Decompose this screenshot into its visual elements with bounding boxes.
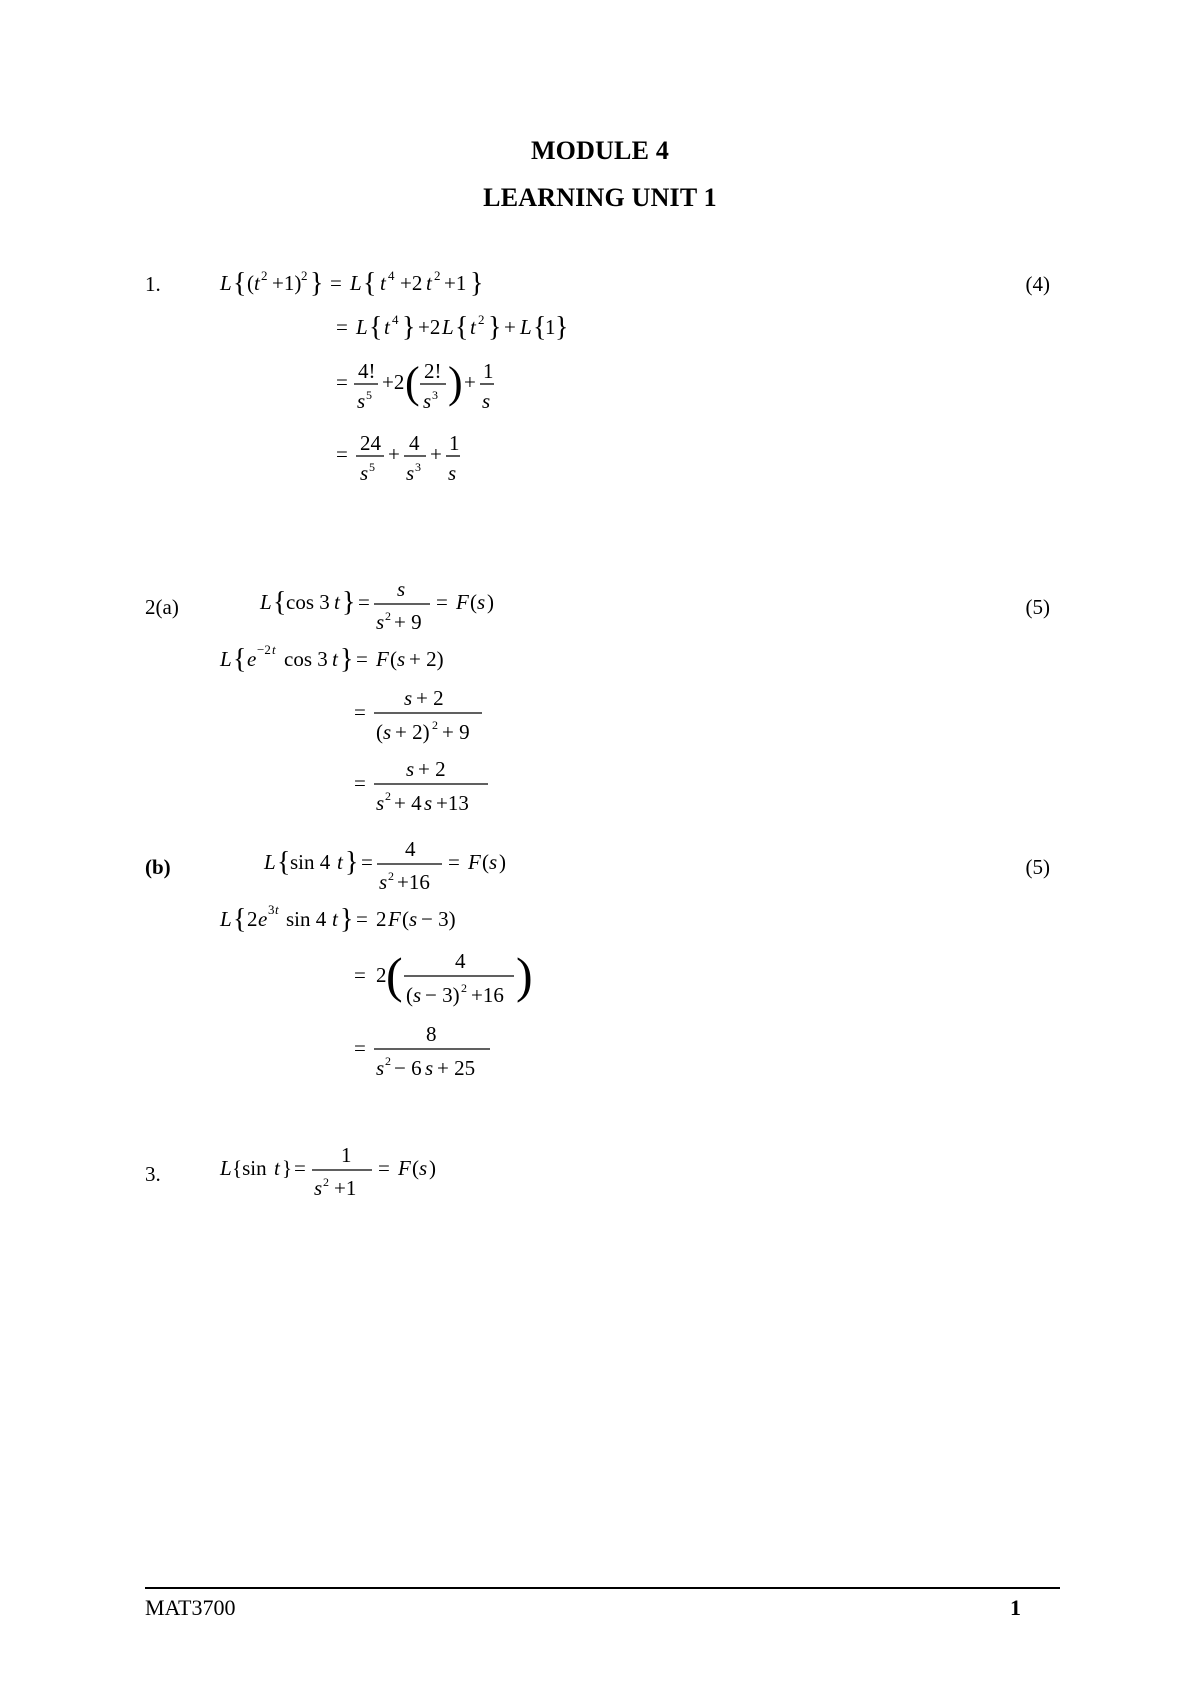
svg-text:): ) [448, 358, 463, 407]
svg-text:+ 4: + 4 [394, 791, 422, 815]
q1-line-4 [336, 424, 536, 501]
svg-text:{: { [273, 587, 287, 618]
footer-rule [145, 1587, 1060, 1589]
svg-text:24: 24 [360, 431, 381, 455]
svg-text:+ 25: + 25 [437, 1056, 476, 1080]
q2b-line-3 [354, 942, 544, 1027]
svg-text:2: 2 [434, 268, 441, 283]
svg-text:3: 3 [268, 902, 275, 917]
svg-text:L: L [356, 315, 368, 339]
svg-text:5: 5 [369, 460, 375, 474]
q3-line-1 [220, 1138, 480, 1215]
svg-text:=: = [336, 370, 348, 394]
svg-text:): ) [499, 850, 506, 874]
svg-text:3: 3 [415, 460, 421, 474]
svg-text:2!: 2! [424, 359, 442, 383]
svg-text:s: s [379, 870, 388, 894]
svg-text:+13: +13 [436, 791, 469, 815]
question-2a-mark: (5) [1025, 595, 1050, 619]
svg-text:{sin: {sin [232, 1156, 267, 1180]
svg-text:s: s [397, 577, 406, 601]
svg-text:2: 2 [247, 907, 258, 931]
svg-text:s: s [376, 610, 385, 634]
question-2a-number: 2(a) [145, 595, 179, 619]
svg-text:− 3): − 3) [421, 907, 456, 931]
q2a-line-3 [354, 682, 514, 759]
svg-text:t: t [272, 642, 276, 657]
svg-text:s: s [477, 590, 486, 614]
svg-text:sin 4: sin 4 [286, 907, 327, 931]
svg-text:s: s [448, 461, 457, 485]
svg-text:+2: +2 [400, 271, 423, 295]
svg-text:4: 4 [405, 837, 416, 861]
svg-text:=: = [448, 850, 460, 874]
svg-text:s: s [424, 791, 433, 815]
svg-text:F: F [376, 647, 389, 671]
svg-text:}: } [470, 268, 484, 299]
svg-text:s: s [404, 686, 413, 710]
svg-text:1: 1 [449, 431, 460, 455]
svg-text:}: } [345, 847, 359, 878]
svg-text:{: { [233, 644, 247, 675]
svg-text:=: = [356, 907, 368, 931]
svg-text:(: ( [482, 850, 489, 874]
svg-text:+: + [504, 315, 516, 339]
svg-text:L: L [520, 315, 532, 339]
svg-text:+2: +2 [418, 315, 441, 339]
svg-text:t: t [274, 1156, 280, 1180]
svg-text:t: t [332, 907, 338, 931]
svg-text:}: } [402, 312, 416, 343]
svg-text:s: s [376, 791, 385, 815]
svg-text:): ) [429, 1156, 436, 1180]
svg-text:−2: −2 [257, 642, 271, 657]
svg-text:s: s [482, 389, 491, 413]
svg-text:=: = [336, 442, 348, 466]
svg-text:s: s [423, 389, 432, 413]
svg-text:2: 2 [385, 1054, 391, 1068]
svg-text:=: = [354, 771, 366, 795]
svg-text:8: 8 [426, 1022, 437, 1046]
q2a-line-4 [354, 753, 514, 830]
question-2b-mark: (5) [1025, 855, 1050, 879]
footer-course-code: MAT3700 [145, 1595, 236, 1620]
svg-text:+1): +1) [272, 271, 302, 295]
svg-text:+1: +1 [334, 1176, 357, 1200]
svg-text:2: 2 [385, 609, 391, 623]
svg-text:s: s [397, 647, 406, 671]
svg-text:{: { [455, 312, 469, 343]
svg-text:2: 2 [301, 268, 308, 283]
svg-text:s: s [419, 1156, 428, 1180]
svg-text:=: = [358, 590, 370, 614]
svg-text:(: ( [247, 271, 254, 295]
svg-text:+ 2: + 2 [418, 757, 446, 781]
svg-text:}: } [340, 904, 354, 935]
svg-text:s: s [357, 389, 366, 413]
svg-text:=: = [294, 1156, 306, 1180]
svg-text:=: = [361, 850, 373, 874]
svg-text:=: = [354, 700, 366, 724]
svg-text:t: t [334, 590, 340, 614]
svg-text:(: ( [405, 358, 420, 407]
svg-text:L: L [220, 647, 232, 671]
svg-text:}: } [340, 644, 354, 675]
svg-text:}: } [555, 312, 569, 343]
svg-text:4: 4 [392, 312, 399, 327]
svg-text:4: 4 [409, 431, 420, 455]
q2b-line-4 [354, 1018, 514, 1095]
svg-text:{: { [363, 268, 377, 299]
svg-text:t: t [380, 271, 386, 295]
svg-text:=: = [336, 315, 348, 339]
q2b-line-2 [220, 898, 480, 945]
question-1-mark: (4) [1025, 272, 1050, 296]
svg-text:(: ( [376, 720, 383, 744]
q2a-line-2 [220, 638, 480, 685]
svg-text:4: 4 [455, 949, 466, 973]
svg-text:+ 2: + 2 [416, 686, 444, 710]
svg-text:=: = [354, 1036, 366, 1060]
svg-text:2: 2 [478, 312, 485, 327]
svg-text:=: = [354, 963, 366, 987]
svg-text:(: ( [470, 590, 477, 614]
svg-text:+ 2): + 2) [409, 647, 444, 671]
svg-text:(: ( [386, 947, 403, 1003]
svg-text:2: 2 [461, 981, 467, 995]
svg-text:L: L [220, 271, 232, 295]
svg-text:L: L [260, 590, 272, 614]
svg-text:{: { [233, 904, 247, 935]
svg-text:=: = [378, 1156, 390, 1180]
svg-text:+ 9: + 9 [442, 720, 470, 744]
svg-text:2: 2 [376, 907, 387, 931]
svg-text:{: { [233, 268, 247, 299]
svg-text:+ 9: + 9 [394, 610, 422, 634]
svg-text:s: s [413, 983, 422, 1007]
q1-line-2 [336, 306, 596, 353]
svg-text:L: L [350, 271, 362, 295]
svg-text:}: } [282, 1156, 293, 1180]
svg-text:): ) [487, 590, 494, 614]
svg-text:F: F [388, 907, 401, 931]
q1-line-3 [336, 352, 536, 429]
svg-text:F: F [456, 590, 469, 614]
question-3-number: 3. [145, 1162, 161, 1186]
svg-text:+: + [388, 442, 400, 466]
svg-text:s: s [406, 461, 415, 485]
svg-text:s: s [360, 461, 369, 485]
q1-line-1 [220, 262, 550, 309]
svg-text:+: + [464, 370, 476, 394]
svg-text:5: 5 [366, 388, 372, 402]
svg-text:{: { [277, 847, 291, 878]
svg-text:1: 1 [545, 315, 556, 339]
svg-text:e: e [258, 907, 268, 931]
svg-text:L: L [442, 315, 454, 339]
svg-text:sin 4: sin 4 [290, 850, 331, 874]
svg-text:s: s [314, 1176, 323, 1200]
svg-text:s: s [406, 757, 415, 781]
svg-text:− 3): − 3) [425, 983, 460, 1007]
svg-text:+ 2): + 2) [395, 720, 430, 744]
svg-text:1: 1 [483, 359, 494, 383]
svg-text:t: t [254, 271, 260, 295]
svg-text:(: ( [402, 907, 409, 931]
svg-text:t: t [426, 271, 432, 295]
module-title: MODULE 4 [530, 136, 670, 165]
svg-text:2: 2 [323, 1175, 329, 1189]
svg-text:(: ( [412, 1156, 419, 1180]
svg-text:s: s [376, 1056, 385, 1080]
svg-text:L: L [264, 850, 276, 874]
svg-text:{: { [533, 312, 547, 343]
svg-text:=: = [356, 647, 368, 671]
svg-text:3: 3 [432, 388, 438, 402]
svg-text:+2: +2 [382, 370, 405, 394]
svg-text:F: F [398, 1156, 411, 1180]
svg-text:1: 1 [341, 1143, 352, 1167]
svg-text:2: 2 [432, 718, 438, 732]
svg-text:+: + [430, 442, 442, 466]
svg-text:(: ( [390, 647, 397, 671]
svg-text:t: t [337, 850, 343, 874]
svg-text:): ) [516, 947, 533, 1003]
question-2b-number: (b) [145, 855, 171, 879]
svg-text:t: t [332, 647, 338, 671]
svg-text:=: = [330, 271, 342, 295]
svg-text:s: s [489, 850, 498, 874]
question-1-number: 1. [145, 272, 161, 296]
svg-text:L: L [220, 907, 232, 931]
learning-unit-title: LEARNING UNIT 1 [483, 183, 717, 212]
svg-text:4: 4 [388, 268, 395, 283]
svg-text:e: e [247, 647, 257, 671]
svg-text:2: 2 [376, 963, 387, 987]
svg-text:L: L [220, 1156, 232, 1180]
svg-text:}: } [488, 312, 502, 343]
svg-text:2: 2 [388, 869, 394, 883]
svg-text:(: ( [406, 983, 413, 1007]
svg-text:cos 3: cos 3 [286, 590, 330, 614]
svg-text:s: s [383, 720, 392, 744]
svg-text:+16: +16 [471, 983, 504, 1007]
svg-text:t: t [470, 315, 476, 339]
footer-page-number: 1 [1010, 1595, 1021, 1620]
svg-text:}: } [310, 268, 324, 299]
svg-text:F: F [468, 850, 481, 874]
svg-text:+16: +16 [397, 870, 430, 894]
svg-text:2: 2 [261, 268, 268, 283]
svg-text:=: = [436, 590, 448, 614]
svg-text:cos 3: cos 3 [284, 647, 328, 671]
svg-text:s: s [425, 1056, 434, 1080]
svg-text:}: } [342, 587, 356, 618]
svg-text:{: { [369, 312, 383, 343]
svg-text:t: t [384, 315, 390, 339]
svg-text:4!: 4! [358, 359, 376, 383]
svg-text:+1: +1 [444, 271, 467, 295]
svg-text:− 6: − 6 [394, 1056, 422, 1080]
svg-text:s: s [409, 907, 418, 931]
svg-text:2: 2 [385, 789, 391, 803]
svg-text:t: t [275, 902, 279, 917]
